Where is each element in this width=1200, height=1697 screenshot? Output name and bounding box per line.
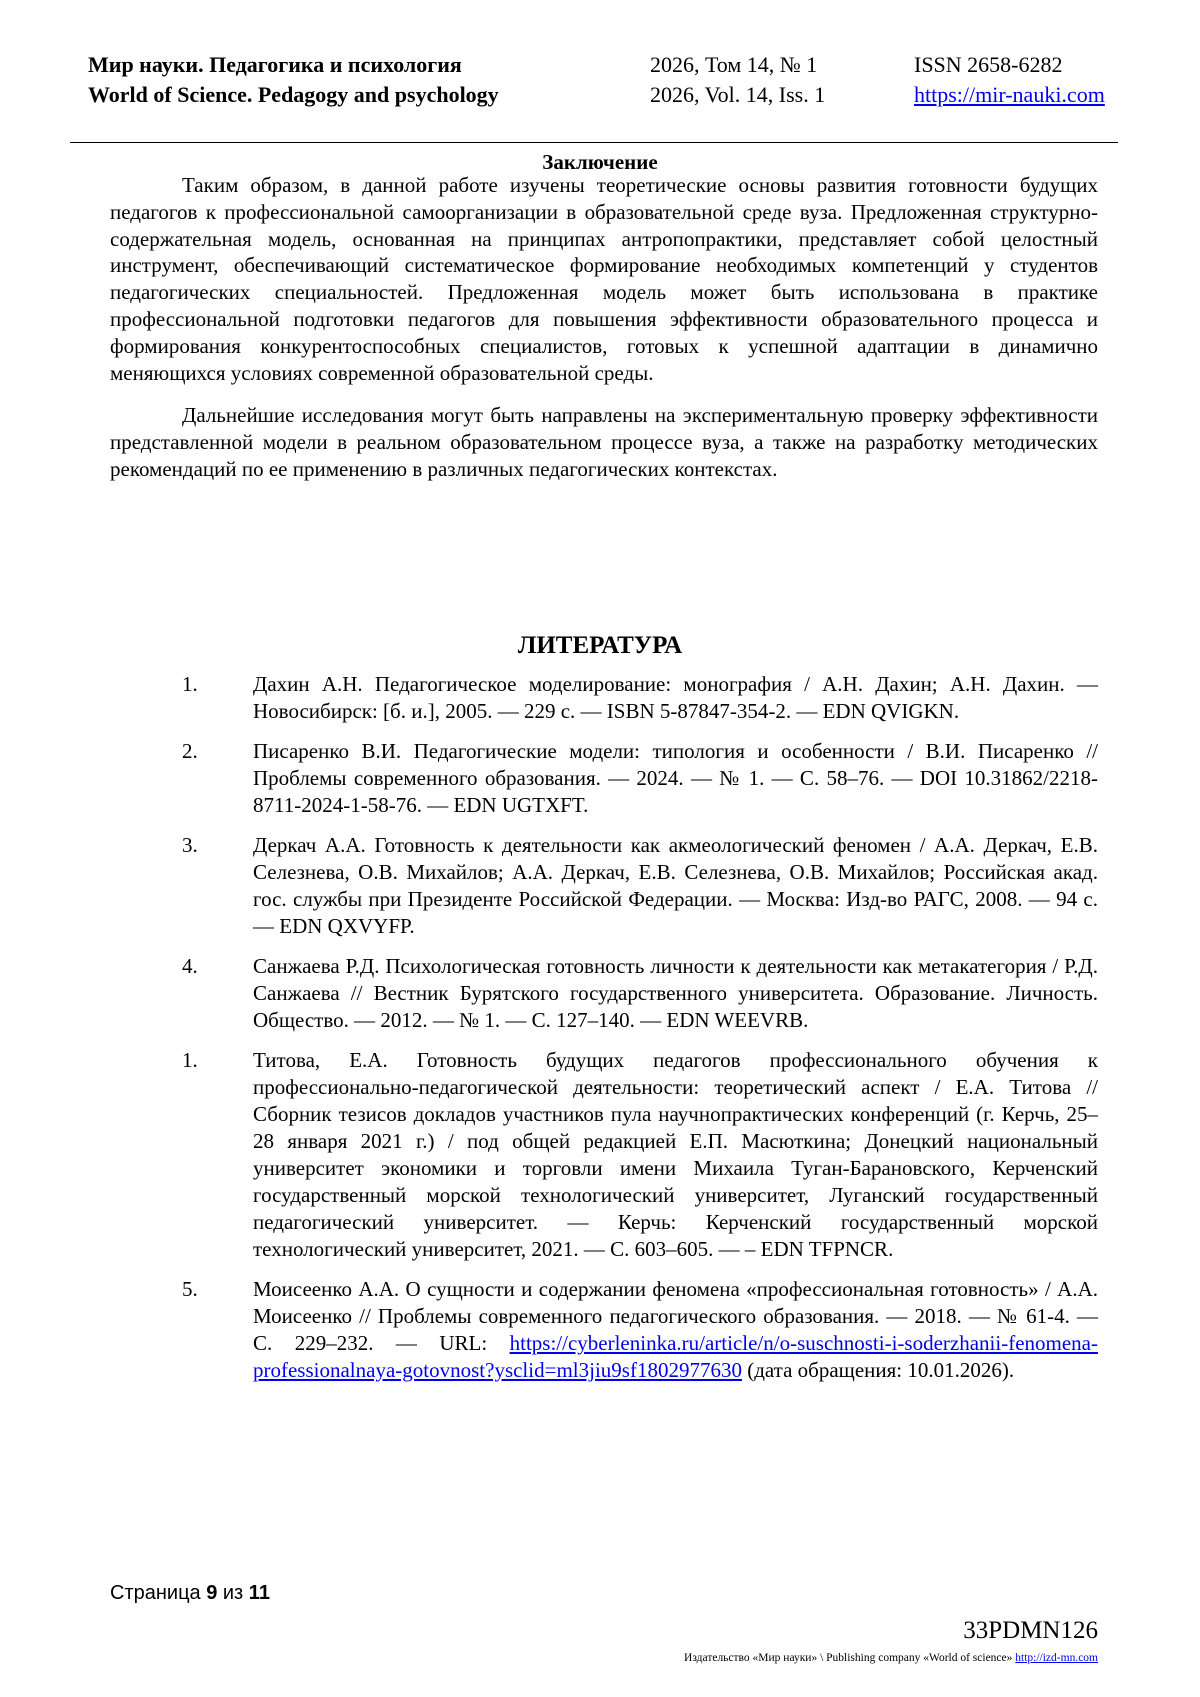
reference-item bbox=[110, 1047, 1098, 1263]
publisher-url-link[interactable]: http://izd-mn.com bbox=[1015, 1652, 1098, 1664]
reference-text-after: (дата обращения: 10.01.2026). bbox=[741, 1358, 1015, 1382]
reference-number: 5. bbox=[182, 1277, 198, 1301]
issn: ISSN 2658-6282 bbox=[914, 52, 1063, 77]
reference-number: 1. bbox=[182, 672, 198, 696]
issue-en: 2026, Vol. 14, Iss. 1 bbox=[650, 82, 826, 107]
reference-item bbox=[110, 738, 1098, 819]
journal-name-en: World of Science. Pedagogy and psychology bbox=[88, 82, 499, 107]
publisher-line bbox=[684, 1650, 1098, 1666]
publisher-text: Издательство «Мир науки» \ Publishing company «World of science» bbox=[684, 1652, 1016, 1664]
conclusion-paragraph: Таким образом, в данной работе изучены теоретические основы развития готовности будущих педагогов к профессиональной самоорганизации в образовательной среде вуза. Предложенная структурно-содержательная модель, основанная на принципах антропопрактики, представляет собой целостный инструмент, обеспечивающий систематическое формирование необходимых компетенций у студентов педагогических специальностей. Предложенная модель может быть использована в практике профессиональной подготовки педагогов для повышения эффективности образовательного процесса и формирования конкурентоспособных специалистов, готовых к успешной адаптации в динамично меняющихся условиях современной образовательной среды. bbox=[110, 173, 1098, 385]
reference-text: Писаренко В.И. Педагогические модели: типология и особенности / В.И. Писаренко // Проблемы современного образования. — 2024. — № 1. — С. 58–76. — DOI 10.31862/2218-8711-2024-1-58-76. — EDN UGTXFT. bbox=[253, 739, 1098, 817]
reference-number: 3. bbox=[182, 833, 198, 857]
document-code: 33PDMN126 bbox=[963, 1617, 1098, 1644]
page-total: 11 bbox=[248, 1582, 270, 1604]
reference-number: 1. bbox=[182, 1048, 198, 1072]
reference-number: 2. bbox=[182, 739, 198, 763]
reference-url-link[interactable]: https://cyberleninka.ru/article/n/o-suschnosti-i-soderzhanii-fenomena-professionalnaya-gotovnost?ysclid=ml3jiu9sf1802977630 bbox=[253, 1331, 1098, 1382]
literature-title: ЛИТЕРАТУРА bbox=[517, 632, 683, 659]
issn-block bbox=[914, 50, 1105, 110]
issue-info bbox=[650, 50, 825, 110]
conclusion-title: Заключение bbox=[542, 150, 658, 174]
page-current: 9 bbox=[206, 1582, 218, 1604]
issue-ru: 2026, Том 14, № 1 bbox=[650, 52, 818, 77]
page-number bbox=[110, 1580, 270, 1606]
journal-name bbox=[88, 50, 499, 110]
page-prefix: Страница bbox=[110, 1582, 207, 1604]
page-middle: из bbox=[217, 1582, 249, 1604]
journal-name-ru: Мир науки. Педагогика и психология bbox=[88, 52, 462, 77]
journal-url-link[interactable]: https://mir-nauki.com bbox=[914, 82, 1105, 107]
reference-text-before: Моисеенко А.А. О сущности и содержании феномена «профессиональная готовность» / А.А. Моисеенко // Проблемы современного педагогического образования. — 2018. — № 61-4. — С. 229–232. — URL: bbox=[253, 1277, 1098, 1355]
conclusion-body bbox=[110, 172, 1098, 499]
reference-item bbox=[110, 1276, 1098, 1384]
reference-number: 4. bbox=[182, 954, 198, 978]
reference-item bbox=[110, 671, 1098, 725]
journal-header bbox=[70, 50, 1118, 145]
conclusion-paragraph: Дальнейшие исследования могут быть направлены на экспериментальную проверку эффективности представленной модели в реальном образовательном процессе вуза, а также на разработку методических рекомендаций по ее применению в различных педагогических контекстах. bbox=[110, 403, 1098, 481]
reference-text: Титова, Е.А. Готовность будущих педагогов профессионального обучения к профессионально-педагогической деятельности: теоретический аспект / Е.А. Титова // Сборник тезисов докладов участников пула научнопрактических конференций (г. Керчь, 25–28 января 2021 г.) / под общей редакцией Е.П. Масюткина; Донецкий национальный университет экономики и торговли имени Михаила Туган-Барановского, Керченский государственный морской технологический университет, Луганский государственный педагогический университет. — Керчь: Керченский государственный морской технологический университет, 2021. — С. 603–605. — – EDN TFPNCR. bbox=[253, 1048, 1098, 1261]
reference-item bbox=[110, 953, 1098, 1034]
reference-text: Дахин А.Н. Педагогическое моделирование: монография / А.Н. Дахин; А.Н. Дахин. — Новосибирск: [б. и.], 2005. — 229 с. — ISBN 5-87847-354-2. — EDN QVIGKN. bbox=[253, 672, 1098, 723]
reference-text: Санжаева Р.Д. Психологическая готовность личности к деятельности как метакатегория / Р.Д. Санжаева // Вестник Бурятского государственного университета. Образование. Личность. Общество. — 2012. — № 1. — С. 127–140. — EDN WEEVRB. bbox=[253, 954, 1098, 1032]
reference-text bbox=[253, 1276, 1098, 1384]
header-divider bbox=[70, 142, 1118, 143]
reference-text: Деркач А.А. Готовность к деятельности как акмеологический феномен / А.А. Деркач, Е.В. Селезнева, О.В. Михайлов; А.А. Деркач, Е.В. Селезнева, О.В. Михайлов; Российская акад. гос. службы при Президенте Российской Федерации. — Москва: Изд-во РАГС, 2008. — 94 с. — EDN QXVYFP. bbox=[253, 833, 1098, 938]
reference-item bbox=[110, 832, 1098, 940]
reference-list bbox=[110, 671, 1098, 1397]
